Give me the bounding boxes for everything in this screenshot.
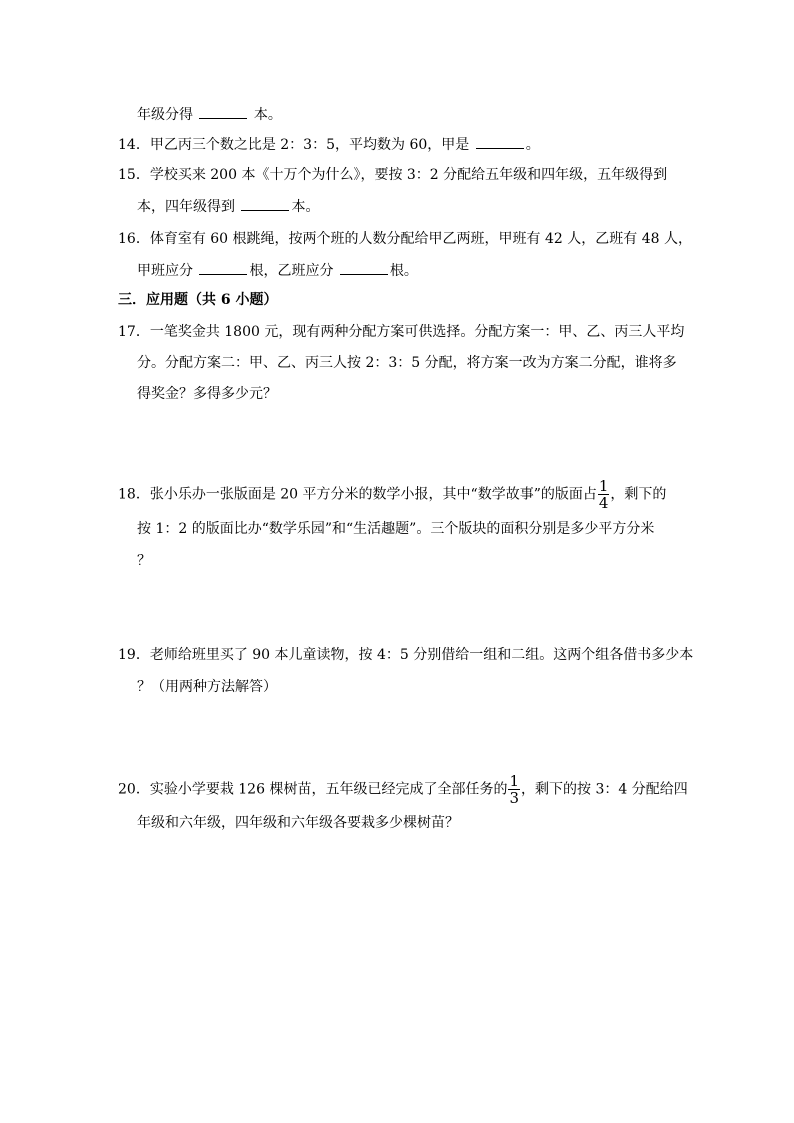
question-16-line2 [137,260,418,281]
q18-fraction-denominator: 4 [598,494,609,512]
q15-text-line1: 学校买来 200 本《十万个为什么》，要按 3：2 分配给五年级和四年级，五年级得到 [149,167,668,183]
q17-text-line1: 一笔奖金共 1800 元，现有两种分配方案可供选择。分配方案一：甲、乙、丙三人平均 [149,324,685,340]
q13-answer-blank[interactable] [199,104,247,119]
question-17-line3: 得奖金？多得多少元？ [137,386,277,402]
q14-text: 甲乙丙三个数之比是 2：3：5，平均数为 60，甲是 [149,137,470,153]
q15-answer-blank[interactable] [241,196,289,211]
q16-answer-blank-1[interactable] [199,260,247,275]
q16-number: 16． [118,231,150,247]
q20-number: 20． [118,781,150,798]
q16-text-a: 甲班应分 [137,263,193,279]
q20-fraction-numerator: 1 [509,772,519,790]
q18-fraction [598,478,610,511]
q20-fraction [508,773,520,806]
q16-text-line1: 体育室有 60 根跳绳，按两个班的人数分配给甲乙两班，甲班有 42 人，乙班有 48 人， [149,231,692,247]
question-15-line1 [118,165,667,185]
q13-cont-post: 本。 [253,107,282,123]
q20-text-line1-post: ，剩下的按 3：4 分配给四 [521,781,688,798]
q14-number: 14． [118,137,150,153]
q18-fraction-numerator: 1 [598,477,609,495]
section-3-heading: 三．应用题（共 6 小题） [118,292,278,308]
q16-text-c: 根。 [389,263,418,279]
q15-text-line2-post: 本。 [291,199,320,215]
q20-text-line1-pre: 实验小学要栽 126 棵树苗，五年级已经完成了全部任务的 [149,781,508,798]
q13-continuation [137,104,282,125]
q14-answer-blank[interactable] [476,134,524,149]
question-14 [118,134,540,155]
question-19-line2: ？（用两种方法解答） [137,679,277,695]
q15-text-line2-pre: 本，四年级得到 [137,199,235,215]
q18-text-line1-pre: 张小乐办一张版面是 20 平方分米的数学小报，其中“数学故事”的版面占 [149,486,597,503]
question-15-line2 [137,196,319,217]
q19-text-line1: 老师给班里买了 90 本儿童读物，按 4：5 分别借给一组和二组。这两个组各借书多少本 [149,647,694,663]
q17-number: 17． [118,324,150,340]
question-18-line2: 按 1：2 的版面比办“数学乐园”和“生活趣题”。三个版块的面积分别是多少平方分米 [137,521,655,537]
question-20-line2: 年级和六年级，四年级和六年级各要栽多少棵树苗？ [137,815,459,831]
q16-text-b: 根，乙班应分 [249,263,334,279]
question-16-line1 [118,229,692,249]
q18-text-line1-post: ，剩下的 [610,486,667,503]
question-20-line1 [118,773,688,806]
q13-cont-pre: 年级分得 [137,107,193,123]
question-17-line1 [118,322,684,342]
question-19-line1 [118,645,693,665]
question-18-line1 [118,478,666,511]
question-17-line2: 分。分配方案二：甲、乙、丙三人按 2：3：5 分配，将方案一改为方案二分配，谁将多 [137,355,677,371]
q14-text-post: 。 [525,137,540,153]
q15-number: 15． [118,167,150,183]
q18-number: 18． [118,486,150,503]
q19-number: 19． [118,647,150,663]
q16-answer-blank-2[interactable] [340,260,388,275]
question-18-line3: ？ [137,553,151,569]
q20-fraction-denominator: 3 [509,789,519,807]
